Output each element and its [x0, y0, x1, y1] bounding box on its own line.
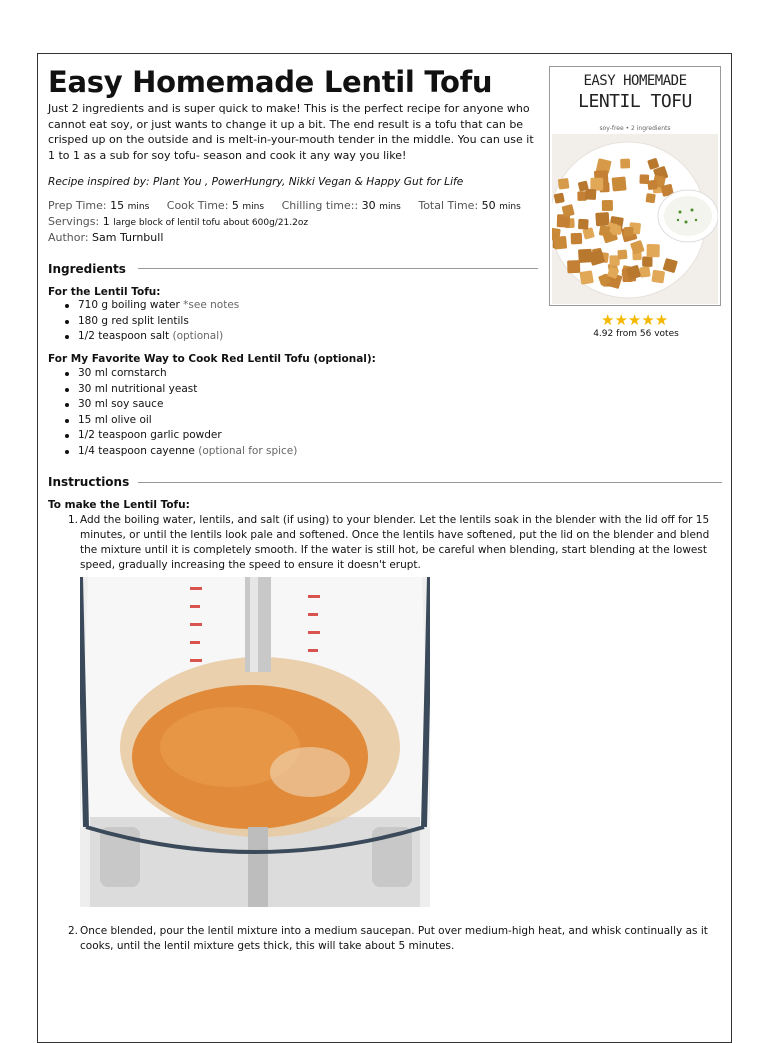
chilling-time: Chilling time:: 30 mins [281, 199, 401, 212]
author: Author: Sam Turnbull [48, 231, 164, 244]
tofu-cube [642, 256, 652, 266]
tofu-cube [567, 260, 580, 273]
tofu-cube [579, 270, 593, 284]
tofu-cube [558, 178, 570, 190]
tofu-cube [571, 233, 583, 245]
ingredient-list [48, 366, 297, 459]
tofu-cube [645, 193, 655, 203]
ingredient-item: 30 ml soy sauce [48, 397, 297, 413]
tofu-cube [617, 249, 627, 259]
ingredient-item: 30 ml nutritional yeast [48, 382, 297, 398]
tofu-cube [595, 212, 609, 226]
instruction-group-title: To make the Lentil Tofu: [48, 499, 190, 511]
tofu-cube [612, 176, 627, 191]
tofu-cube [585, 189, 596, 200]
ingredient-item: 1/4 teaspoon cayenne (optional for spice) [48, 444, 297, 460]
ingredient-item: 1/2 teaspoon garlic powder [48, 428, 297, 444]
tofu-cube [554, 193, 565, 204]
tofu-cube [599, 225, 611, 237]
tofu-cube [646, 244, 659, 257]
blender-lentils-photo [80, 577, 430, 907]
tofu-cube [602, 200, 613, 211]
tofu-cube [651, 270, 665, 284]
total-time: Total Time: 50 mins [418, 199, 521, 212]
ingredient-item: 1/2 teaspoon salt (optional) [48, 329, 239, 345]
tofu-plate-photo [552, 134, 718, 304]
ingredients-divider [138, 268, 538, 269]
recipe-card [37, 53, 732, 1043]
recipe-times [48, 198, 535, 215]
tofu-cube [552, 227, 561, 241]
cook-time: Cook Time: 5 mins [166, 199, 265, 212]
tofu-cube [624, 227, 634, 237]
tofu-cube [620, 159, 630, 169]
ingredient-item: 15 ml olive oil [48, 413, 297, 429]
servings: Servings: 1 large block of lentil tofu about 600g/21.2oz [48, 215, 309, 228]
cover-title: EASY HOMEMADE LENTIL TOFU [578, 73, 692, 112]
recipe-inspiration: Recipe inspired by: Plant You , PowerHungry, Nikki Vegan & Happy Gut for Life [48, 176, 464, 188]
prep-time: Prep Time: 15 mins [48, 199, 150, 212]
tofu-cube [578, 219, 589, 230]
tofu-cube [647, 180, 657, 190]
rating-stars[interactable]: ★★★★★ [601, 311, 669, 329]
ingredient-group-title: For My Favorite Way to Cook Red Lentil Tofu (optional): [48, 353, 376, 365]
ingredient-item: 180 g red split lentils [48, 314, 239, 330]
ingredient-item: 30 ml cornstarch [48, 366, 297, 382]
instructions-heading: Instructions [48, 475, 130, 489]
ingredient-item: 710 g boiling water *see notes [48, 298, 239, 314]
ingredient-list [48, 298, 239, 345]
recipe-cover-image [549, 66, 721, 306]
cover-subtitle: soy-free • 2 ingredients [599, 125, 671, 132]
instruction-step: 1. Add the boiling water, lentils, and salt (if using) to your blender. Let the lentils soak in the blender with the lid off for 15 minutes, or until the lentils look pale and softened. Once the lentils have softened, put the lid on the blender and blend the mixture until it is completely smooth. If the water is still hot, be careful when blending, start blending at the lowest speed, gradually increasing the speed to ensure it doesn't erupt. [67, 514, 710, 571]
instructions-divider [138, 482, 722, 483]
tofu-cube [590, 178, 603, 191]
tofu-cube [639, 266, 650, 277]
rating-votes: 4.92 from 56 votes [593, 329, 679, 339]
ingredients-heading: Ingredients [48, 262, 126, 276]
ingredient-group-title: For the Lentil Tofu: [48, 286, 161, 298]
recipe-description: Just 2 ingredients and is super quick to make! This is the perfect recipe for anyone who cannot eat soy, or just wants to change it up a bit. The end result is a tofu that can be crisped up on the outside and is melt-in-your-mouth tender in the middle. You can use it 1 to 1 as a sub for soy tofu- season and cook it any way you like! [48, 102, 534, 162]
instruction-step: 2. Once blended, pour the lentil mixture into a medium saucepan. Put over medium-high heat, and whisk continually as it cooks, until the lentil mixture gets thick, this will take about 5 minutes. [67, 925, 708, 952]
recipe-title: Easy Homemade Lentil Tofu [48, 65, 493, 99]
